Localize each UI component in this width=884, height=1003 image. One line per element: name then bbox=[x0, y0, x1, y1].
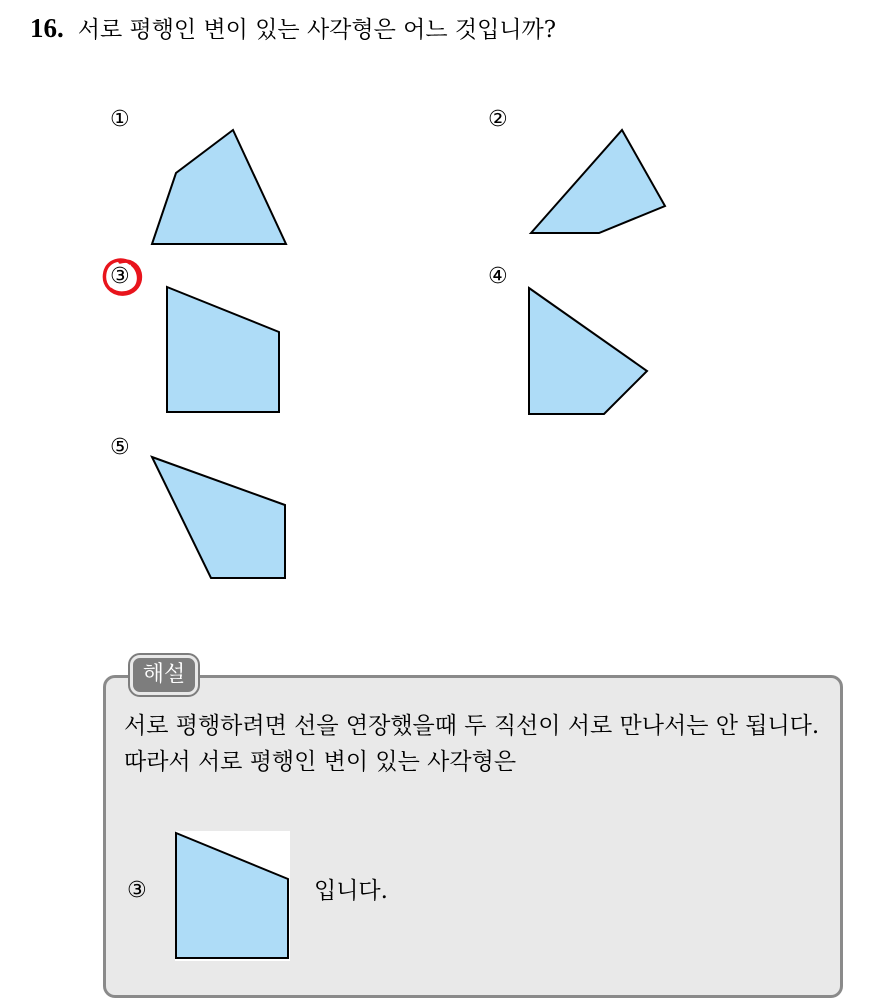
choice-5-label[interactable]: ⑤ bbox=[110, 435, 130, 460]
explanation-line-2: 따라서 서로 평행인 변이 있는 사각형은 bbox=[124, 749, 517, 775]
choice-3-label[interactable]: ③ bbox=[110, 264, 130, 289]
answer-number: ③ bbox=[127, 878, 147, 903]
answer-tail-text: 입니다. bbox=[314, 878, 388, 904]
question-text: 서로 평행인 변이 있는 사각형은 어느 것입니까? bbox=[77, 17, 557, 43]
explanation-tab: 해설 bbox=[130, 655, 198, 695]
choice-1-label[interactable]: ① bbox=[110, 107, 130, 132]
choice-2-label[interactable]: ② bbox=[488, 107, 508, 132]
explanation-line-1: 서로 평행하려면 선을 연장했을때 두 직선이 서로 만나서는 안 됩니다. bbox=[124, 713, 820, 739]
choice-4-label[interactable]: ④ bbox=[488, 264, 508, 289]
question-number: 16. bbox=[30, 13, 64, 43]
